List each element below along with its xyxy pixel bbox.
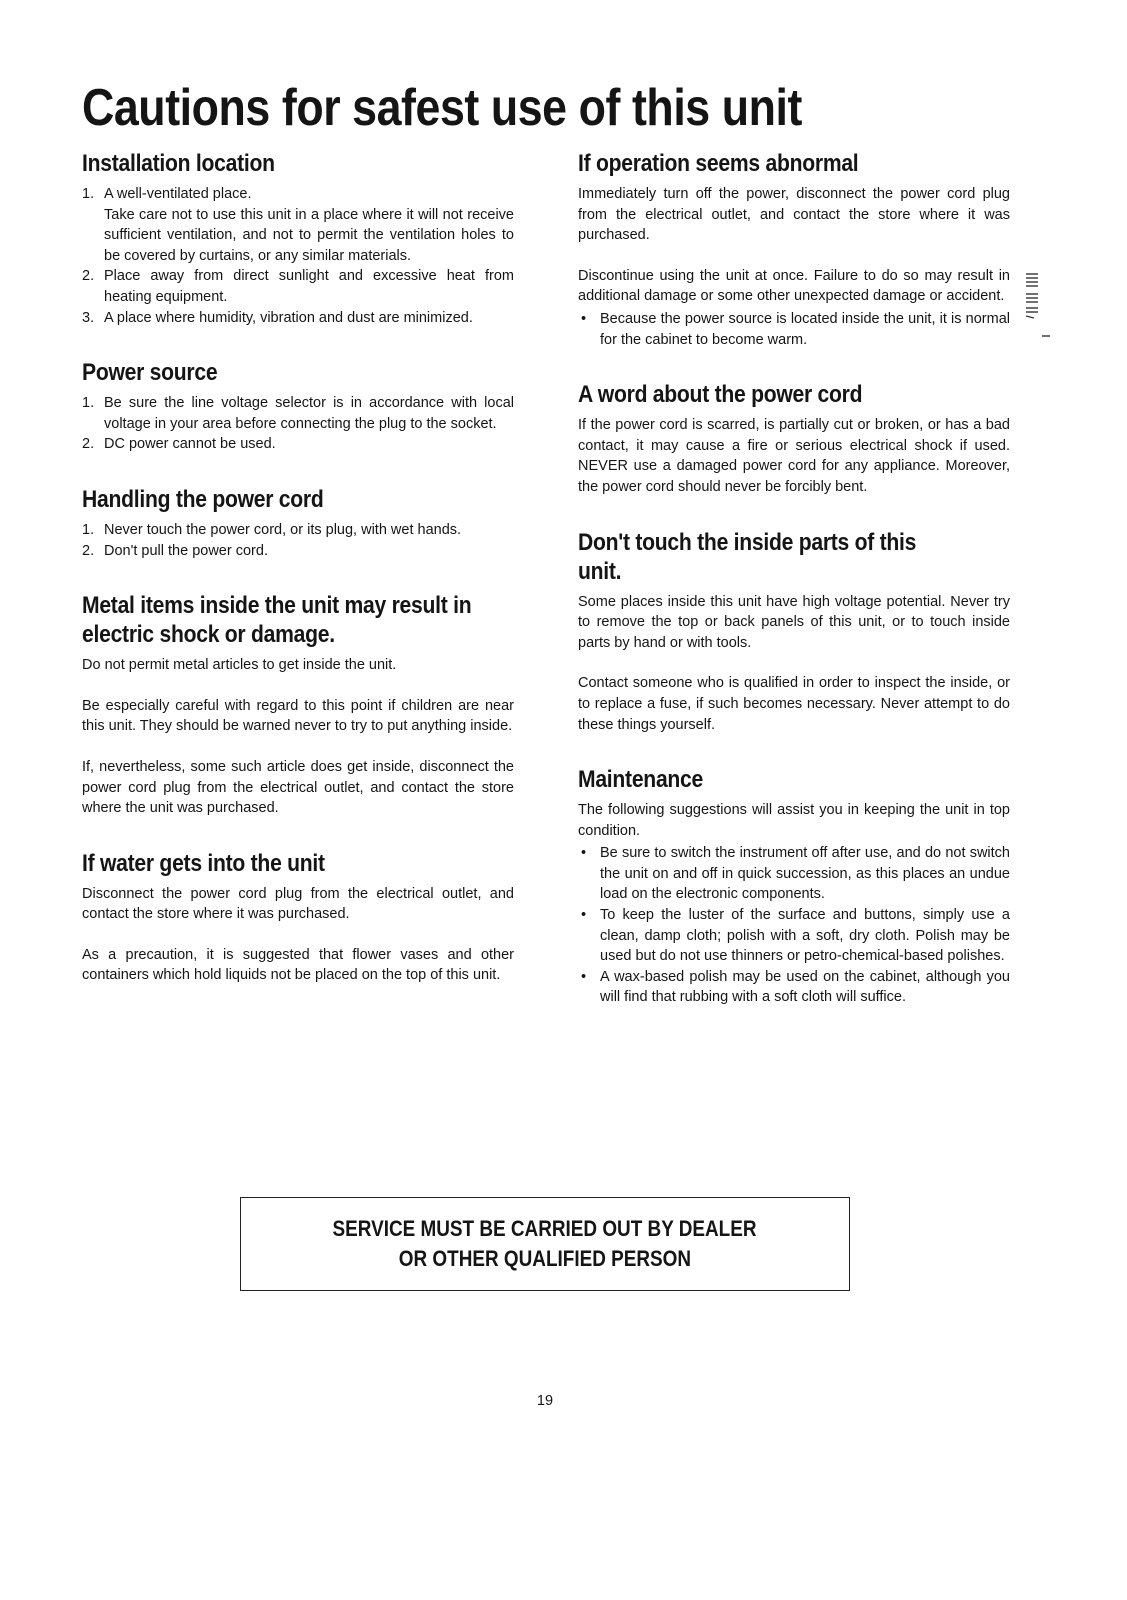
bullet-list: [578, 843, 1010, 1008]
paragraph: As a precaution, it is suggested that flower vases and other containers which hold liquids not be placed on the top of this unit.: [82, 946, 514, 984]
section-handling-power-cord: [82, 485, 514, 561]
item-text: A well-ventilated place. Take care not to use this unit in a place where it will not receive sufficient ventilation, and not to permit the ventilation holes to be covered by curtains, or any similar materials.: [104, 186, 514, 264]
list-item: [82, 434, 514, 455]
section-heading: Power source: [82, 359, 218, 387]
section-power-source: [82, 358, 514, 455]
numbered-list: [82, 184, 514, 328]
list-item: [578, 905, 1010, 967]
paragraph: Discontinue using the unit at once. Failure to do so may result in additional damage or some other unexpected damage or accident.: [578, 267, 1010, 305]
paragraph: Immediately turn off the power, disconnect the power cord plug from the electrical outlet, and contact the store where it was purchased.: [578, 186, 1010, 244]
service-notice-line-1: SERVICE MUST BE CARRIED OUT BY DEALER: [332, 1216, 758, 1241]
list-item: [82, 520, 514, 541]
item-text: Don't pull the power cord.: [104, 542, 268, 559]
section-metal-items: [82, 591, 514, 819]
paragraph: If the power cord is scarred, is partially cut or broken, or has a bad contact, it may cause a fire or serious electrical shock if used. NEVER use a damaged power cord for any appliance. Moreover, the power cord should never be forcibly bent.: [578, 417, 1010, 495]
list-item: [578, 843, 1010, 905]
item-text: To keep the luster of the surface and buttons, simply use a clean, damp cloth; polish with a soft, dry cloth. Polish may be used but do not use thinners or petro-chemical-based polishes.: [600, 907, 1010, 965]
section-abnormal-operation: [578, 149, 1010, 350]
paragraph: Contact someone who is qualified in order to inspect the inside, or to replace a fuse, if such becomes necessary. Never attempt to do these things yourself.: [578, 675, 1010, 733]
bullet-list: [578, 309, 1010, 350]
bullet-icon: •: [581, 907, 587, 924]
right-column: [578, 149, 1010, 1008]
numbered-list: [82, 393, 514, 455]
section-water-in-unit: [82, 849, 514, 986]
item-number: 2.: [82, 542, 95, 559]
list-item: [578, 309, 1010, 350]
item-text: Because the power source is located inside the unit, it is normal for the cabinet to become warm.: [600, 310, 1010, 348]
section-power-cord-word: [578, 380, 1010, 497]
item-text: DC power cannot be used.: [104, 436, 276, 453]
item-text: Place away from direct sunlight and excessive heat from heating equipment.: [104, 268, 514, 305]
section-heading: If water gets into the unit: [82, 849, 325, 877]
service-notice-line-2: OR OTHER QUALIFIED PERSON: [398, 1246, 692, 1271]
paragraph: Do not permit metal articles to get inside the unit.: [82, 657, 397, 674]
numbered-list: [82, 520, 514, 561]
paragraph: Disconnect the power cord plug from the electrical outlet, and contact the store where it was purchased.: [82, 885, 514, 923]
section-heading: Handling the power cord: [82, 485, 324, 513]
bullet-icon: •: [581, 310, 587, 327]
margin-marks-icon: [1024, 270, 1050, 340]
section-maintenance: [578, 765, 1010, 1008]
bullet-icon: •: [581, 845, 587, 862]
paragraph: Some places inside this unit have high voltage potential. Never try to remove the top or back panels of this unit, or to touch inside parts by hand or with tools.: [578, 593, 1010, 651]
item-number: 3.: [82, 309, 95, 326]
item-number: 1.: [82, 521, 95, 538]
list-item: [578, 967, 1010, 1008]
section-installation-location: [82, 149, 514, 328]
page-title: Cautions for safest use of this unit: [82, 79, 802, 137]
section-heading: A word about the power cord: [578, 381, 863, 409]
item-number: 2.: [82, 436, 95, 453]
section-heading: If operation seems abnormal: [578, 150, 859, 177]
item-text: Never touch the power cord, or its plug, with wet hands.: [104, 521, 462, 538]
paragraph: The following suggestions will assist you in keeping the unit in top condition.: [578, 802, 1010, 839]
item-text: Be sure the line voltage selector is in accordance with local voltage in your area before connecting the plug to the socket.: [104, 395, 514, 432]
item-number: 2.: [82, 268, 95, 285]
list-item: [82, 393, 514, 434]
list-item: [82, 541, 514, 562]
item-number: 1.: [82, 395, 95, 412]
section-heading: Metal items inside the unit may result in electric shock or damage.: [82, 592, 472, 649]
list-item: [82, 308, 514, 329]
list-item: [82, 184, 514, 266]
page-number: 19: [536, 1393, 554, 1409]
left-column: [82, 149, 514, 986]
section-dont-touch-inside: [578, 528, 1010, 736]
paragraph: Be especially careful with regard to this point if children are near this unit. They should be warned never to try to put anything inside.: [82, 697, 514, 735]
bullet-icon: •: [581, 968, 587, 985]
item-number: 1.: [82, 186, 95, 202]
paragraph: If, nevertheless, some such article does get inside, disconnect the power cord plug from the electrical outlet, and contact the store where the unit was purchased.: [82, 758, 514, 817]
section-heading: Don't touch the inside parts of this unit.: [578, 528, 917, 585]
list-item: [82, 266, 514, 307]
item-text: A place where humidity, vibration and dust are minimized.: [104, 309, 473, 326]
item-text: A wax-based polish may be used on the cabinet, although you will find that rubbing with a soft cloth will suffice.: [600, 968, 1010, 1006]
section-heading: Maintenance: [578, 766, 704, 794]
service-notice-box: [240, 1197, 850, 1291]
item-text: Be sure to switch the instrument off after use, and do not switch the unit on and off in quick succession, as this places an undue load on the electronic components.: [600, 845, 1010, 903]
section-heading: Installation location: [82, 150, 275, 177]
